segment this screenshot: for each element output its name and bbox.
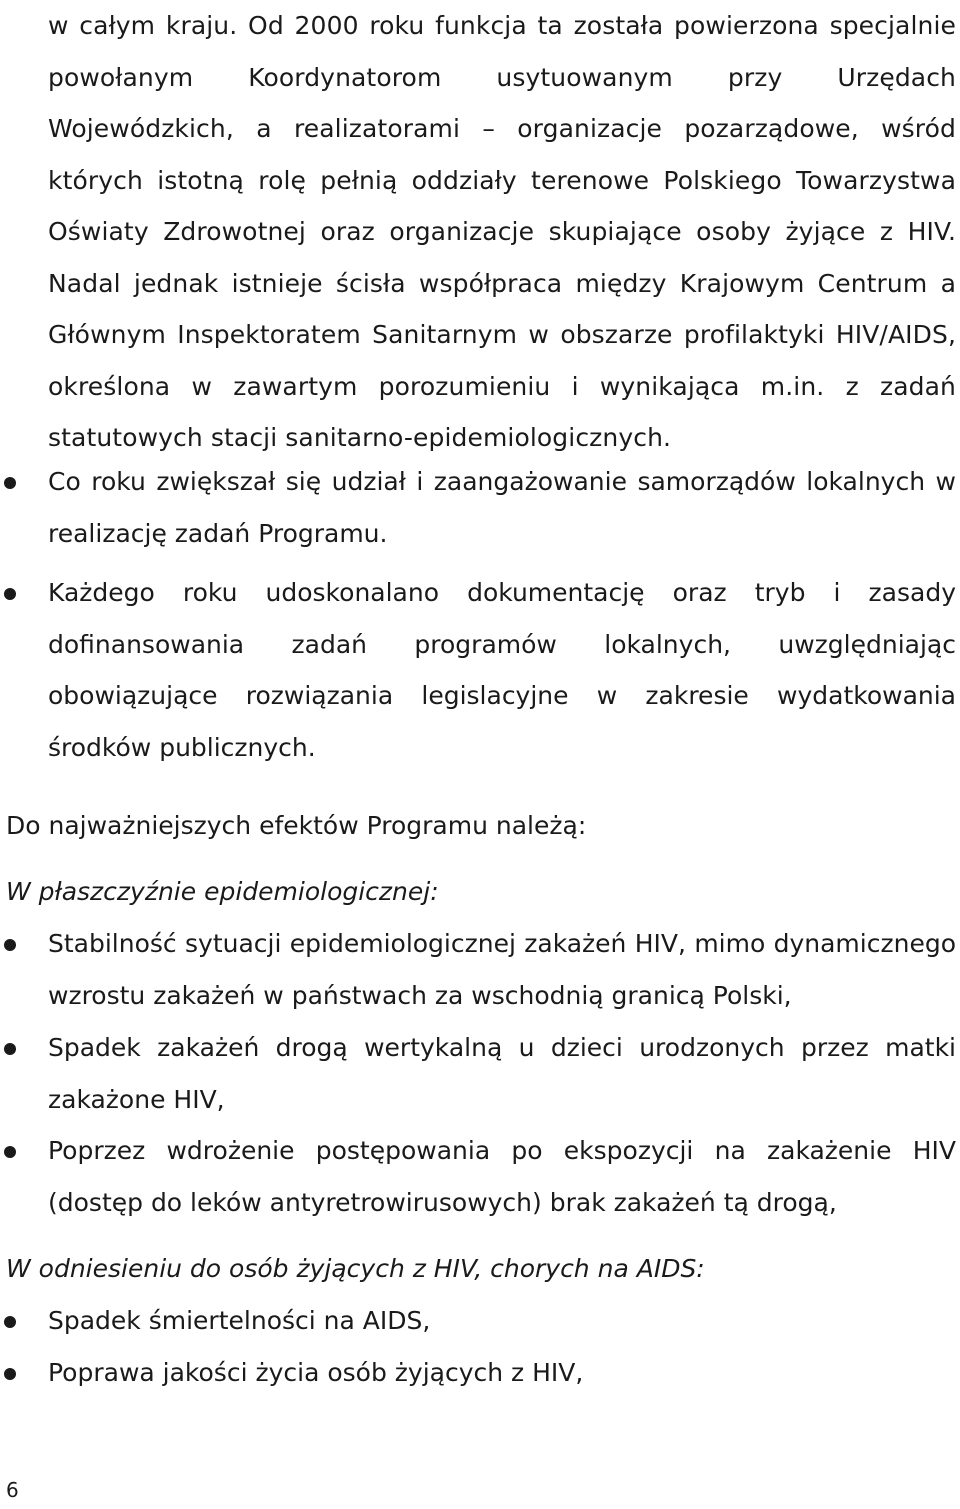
list-item-text: Co roku zwiększał się udział i zaangażowanie samorządów lokalnych w realizację zadań Programu.: [48, 467, 956, 548]
people-living-heading: W odniesieniu do osób żyjących z HIV, chorych na AIDS:: [6, 1254, 705, 1283]
list-item-text: Spadek zakażeń drogą wertykalną u dzieci urodzonych przez matki zakażone HIV,: [48, 1033, 956, 1114]
list-item: [48, 1125, 956, 1228]
list-item: [48, 567, 956, 773]
bullet-icon: [4, 939, 16, 951]
bullet-icon: [4, 1043, 16, 1055]
bullet-icon: [4, 588, 16, 600]
list-item-text: Stabilność sytuacji epidemiologicznej zakażeń HIV, mimo dynamicznego wzrostu zakażeń w państwach za wschodnią granicą Polski,: [48, 929, 956, 1010]
bullet-icon: [4, 477, 16, 489]
epidemiological-heading: W płaszczyźnie epidemiologicznej:: [6, 877, 439, 906]
effects-heading: Do najważniejszych efektów Programu należą:: [6, 811, 587, 840]
list-item: [48, 1347, 956, 1399]
intro-paragraph: w całym kraju. Od 2000 roku funkcja ta została powierzona specjalnie powołanym Koordynatorom usytuowanym przy Urzędach Wojewódzkich, a realizatorami – organizacje pozarządowe, wśród których istotną rolę pełnią oddziały terenowe Polskiego Towarzystwa Oświaty Zdrowotnej oraz organizacje skupiające osoby żyjące z HIV. Nadal jednak istnieje ścisła współpraca między Krajowym Centrum a Głównym Inspektoratem Sanitarnym w obszarze profilaktyki HIV/AIDS, określona w zawartym porozumieniu i wynikająca m.in. z zadań statutowych stacji sanitarno-epidemiologicznych.: [48, 11, 956, 452]
bullet-icon: [4, 1368, 16, 1380]
list-item: [48, 1022, 956, 1125]
list-item-text: Każdego roku udoskonalano dokumentację oraz tryb i zasady dofinansowania zadań programów lokalnych, uwzględniając obowiązujące rozwiązania legislacyjne w zakresie wydatkowania środków publicznych.: [48, 578, 956, 762]
list-item: [48, 918, 956, 1021]
page-number: 6: [6, 1478, 19, 1502]
list-item: [48, 1295, 956, 1347]
list-item-text: Poprzez wdrożenie postępowania po ekspozycji na zakażenie HIV (dostęp do leków antyretrowirusowych) brak zakażeń tą drogą,: [48, 1136, 956, 1217]
list-item-text: Poprawa jakości życia osób żyjących z HIV,: [48, 1358, 584, 1387]
list-item-text: Spadek śmiertelności na AIDS,: [48, 1306, 431, 1335]
bullet-icon: [4, 1316, 16, 1328]
list-item: [48, 456, 956, 559]
bullet-icon: [4, 1146, 16, 1158]
